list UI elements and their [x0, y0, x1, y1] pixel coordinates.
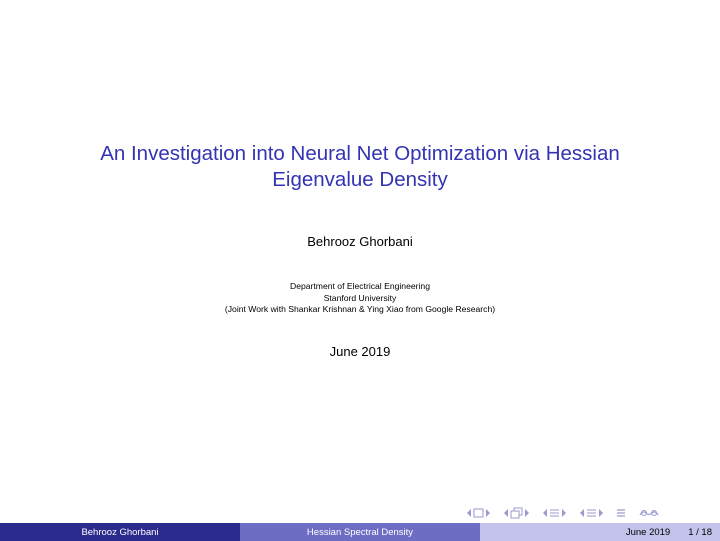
- frame-nav: [466, 508, 491, 518]
- footer-date-page-cell: [480, 523, 720, 541]
- subsection-nav: [503, 507, 530, 519]
- footer-short-title: Hessian Spectral Density: [306, 526, 414, 538]
- institute: [0, 281, 720, 316]
- arrow-right-icon[interactable]: [598, 508, 604, 518]
- align-icon[interactable]: [616, 508, 626, 518]
- footer-title-cell: [240, 523, 480, 541]
- footer-author-cell: [0, 523, 240, 541]
- document-nav: [579, 508, 604, 518]
- footer-author: Behrooz Ghorbani: [81, 526, 159, 538]
- section-icon[interactable]: [586, 508, 597, 518]
- footer-date: June 2019: [625, 526, 671, 538]
- subsection-icon[interactable]: [510, 507, 523, 519]
- frame-icon[interactable]: [473, 508, 484, 518]
- title-line-2: Eigenvalue Density: [272, 168, 448, 191]
- date: June 2019: [329, 344, 391, 359]
- search-icon[interactable]: [638, 508, 660, 518]
- arrow-left-icon[interactable]: [542, 508, 548, 518]
- section-nav: [542, 508, 567, 518]
- navigation-bar: [466, 506, 660, 520]
- arrow-left-icon[interactable]: [579, 508, 585, 518]
- institute-line-3: (Joint Work with Shankar Krishnan & Ying Xiao from Google Research): [224, 304, 496, 314]
- arrow-left-icon[interactable]: [503, 508, 509, 518]
- title-line-1: An Investigation into Neural Net Optimization via Hessian: [100, 142, 620, 165]
- arrow-right-icon[interactable]: [524, 508, 530, 518]
- section-icon[interactable]: [549, 508, 560, 518]
- arrow-right-icon[interactable]: [561, 508, 567, 518]
- arrow-right-icon[interactable]: [485, 508, 491, 518]
- institute-line-2: Stanford University: [323, 292, 397, 303]
- footer: [0, 523, 720, 541]
- institute-line-1: Department of Electrical Engineering: [290, 281, 430, 291]
- slide-title: [60, 141, 660, 193]
- arrow-left-icon[interactable]: [466, 508, 472, 518]
- author: Behrooz Ghorbani: [307, 234, 413, 249]
- page-number: 1 / 18: [688, 526, 712, 538]
